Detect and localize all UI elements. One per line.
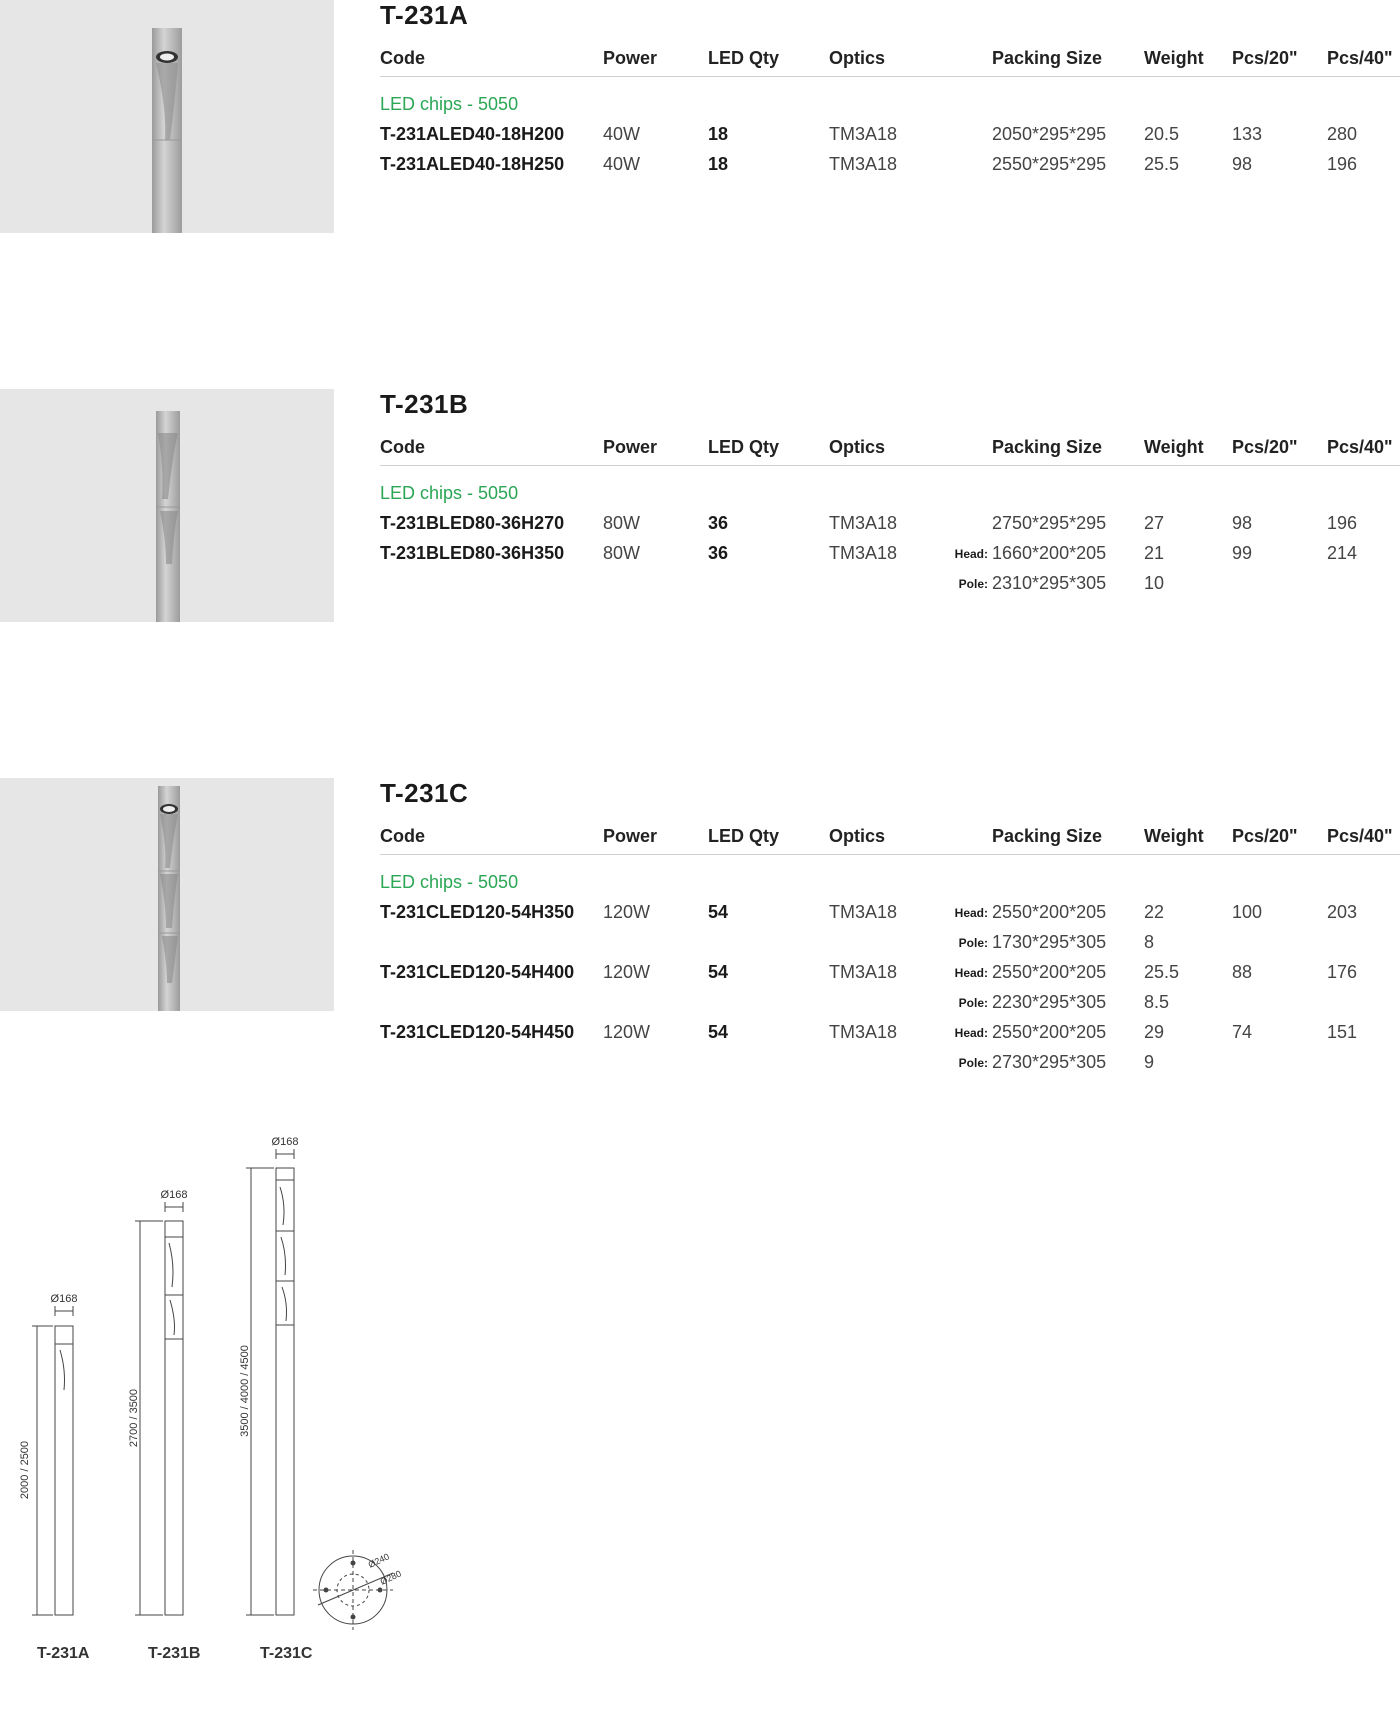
header-packing-size: Packing Size bbox=[992, 48, 1103, 68]
cell-power: 120W bbox=[603, 1022, 651, 1042]
header-optics: Optics bbox=[829, 48, 886, 68]
section-title: T-231A bbox=[380, 0, 469, 30]
table-header bbox=[380, 824, 1400, 855]
cell-optics: TM3A18 bbox=[829, 543, 898, 563]
base-inner-diameter: Ø240 bbox=[366, 1551, 391, 1570]
header-pcs40: Pcs/40" bbox=[1327, 48, 1393, 68]
header-led-qty: LED Qty bbox=[708, 48, 780, 68]
cell-power: 40W bbox=[603, 154, 641, 174]
table-row bbox=[380, 902, 1400, 932]
cell-packing-size: 2750*295*295 bbox=[992, 513, 1107, 533]
header-packing-size: Packing Size bbox=[992, 437, 1103, 457]
cell-pcs20: 98 bbox=[1232, 513, 1253, 533]
cell-code: T-231BLED80-36H270 bbox=[380, 513, 565, 533]
header-led-qty: LED Qty bbox=[708, 437, 780, 457]
header-power: Power bbox=[603, 48, 658, 68]
cell-weight: 27 bbox=[1144, 513, 1165, 533]
header-weight: Weight bbox=[1144, 48, 1204, 68]
cell-power: 80W bbox=[603, 543, 641, 563]
table-row bbox=[380, 1052, 1400, 1082]
drawing-label-t231c: T-231C bbox=[260, 1645, 313, 1662]
cell-pcs20: 100 bbox=[1232, 902, 1263, 922]
led-chip-note: LED chips - 5050 bbox=[380, 872, 519, 892]
header-pcs20: Pcs/20" bbox=[1232, 826, 1298, 846]
height-label-a: 2000 / 2500 bbox=[19, 1440, 31, 1500]
header-optics: Optics bbox=[829, 826, 886, 846]
cell-led-qty: 36 bbox=[708, 543, 729, 563]
cell-packing-size: 2730*295*305 bbox=[992, 1052, 1107, 1072]
cell-optics: TM3A18 bbox=[829, 154, 898, 174]
cell-packing-size: 2550*200*205 bbox=[992, 902, 1107, 922]
height-label-c: 3500 / 4000 / 4500 bbox=[239, 1345, 251, 1437]
header-weight: Weight bbox=[1144, 826, 1204, 846]
drawing-label-t231a: T-231A bbox=[37, 1645, 90, 1662]
header-packing-size: Packing Size bbox=[992, 826, 1103, 846]
cell-weight: 10 bbox=[1144, 573, 1165, 593]
table-row bbox=[380, 932, 1400, 962]
led-chip-note: LED chips - 5050 bbox=[380, 94, 519, 114]
cell-optics: TM3A18 bbox=[829, 124, 898, 144]
cell-weight: 25.5 bbox=[1144, 154, 1180, 174]
cell-pcs40: 196 bbox=[1327, 154, 1358, 174]
cell-pack-label: Pole: bbox=[958, 996, 988, 1010]
header-pcs20: Pcs/20" bbox=[1232, 48, 1298, 68]
diameter-label-b: Ø168 bbox=[160, 1189, 188, 1201]
cell-code: T-231CLED120-54H400 bbox=[380, 962, 575, 982]
product-photo-t231c bbox=[0, 778, 334, 1011]
cell-pcs40: 196 bbox=[1327, 513, 1358, 533]
diameter-label-c: Ø168 bbox=[271, 1136, 299, 1148]
cell-pcs20: 88 bbox=[1232, 962, 1253, 982]
header-pcs40: Pcs/40" bbox=[1327, 437, 1393, 457]
header-pcs20: Pcs/20" bbox=[1232, 437, 1298, 457]
table-row bbox=[380, 992, 1400, 1022]
cell-pcs20: 133 bbox=[1232, 124, 1263, 144]
cell-packing-size: 2230*295*305 bbox=[992, 992, 1107, 1012]
cell-code: T-231ALED40-18H250 bbox=[380, 154, 565, 174]
cell-pcs20: 74 bbox=[1232, 1022, 1253, 1042]
height-label-b: 2700 / 3500 bbox=[128, 1388, 140, 1448]
cell-pcs20: 99 bbox=[1232, 543, 1253, 563]
cell-weight: 8 bbox=[1144, 932, 1155, 952]
cell-packing-size: 2550*200*205 bbox=[992, 962, 1107, 982]
cell-power: 120W bbox=[603, 902, 651, 922]
cell-pcs40: 176 bbox=[1327, 962, 1358, 982]
base-outer-diameter: Ø280 bbox=[378, 1568, 403, 1587]
header-power: Power bbox=[603, 437, 658, 457]
cell-code: T-231BLED80-36H350 bbox=[380, 543, 565, 563]
cell-weight: 29 bbox=[1144, 1022, 1165, 1042]
header-weight: Weight bbox=[1144, 437, 1204, 457]
cell-packing-size: 1730*295*305 bbox=[992, 932, 1107, 952]
cell-pcs20: 98 bbox=[1232, 154, 1253, 174]
header-optics: Optics bbox=[829, 437, 886, 457]
table-row bbox=[380, 573, 1400, 603]
cell-packing-size: 2550*295*295 bbox=[992, 154, 1107, 174]
diameter-label-a: Ø168 bbox=[50, 1293, 78, 1305]
cell-pcs40: 151 bbox=[1327, 1022, 1358, 1042]
led-chip-note: LED chips - 5050 bbox=[380, 483, 519, 503]
cell-weight: 22 bbox=[1144, 902, 1165, 922]
cell-packing-size: 2310*295*305 bbox=[992, 573, 1107, 593]
cell-packing-size: 1660*200*205 bbox=[992, 543, 1107, 563]
cell-pack-label: Pole: bbox=[958, 936, 988, 950]
header-led-qty: LED Qty bbox=[708, 826, 780, 846]
header-pcs40: Pcs/40" bbox=[1327, 826, 1393, 846]
table-header bbox=[380, 46, 1400, 77]
table-row bbox=[380, 513, 1400, 543]
cell-pack-label: Head: bbox=[954, 966, 988, 980]
header-code: Code bbox=[380, 826, 425, 846]
table-header bbox=[380, 435, 1400, 466]
cell-led-qty: 54 bbox=[708, 902, 729, 922]
cell-pcs40: 214 bbox=[1327, 543, 1358, 563]
technical-drawing bbox=[0, 1125, 450, 1708]
cell-power: 80W bbox=[603, 513, 641, 533]
cell-packing-size: 2050*295*295 bbox=[992, 124, 1107, 144]
section-title: T-231C bbox=[380, 778, 469, 808]
cell-pack-label: Pole: bbox=[958, 577, 988, 591]
cell-power: 120W bbox=[603, 962, 651, 982]
cell-optics: TM3A18 bbox=[829, 513, 898, 533]
cell-optics: TM3A18 bbox=[829, 962, 898, 982]
table-row bbox=[380, 124, 1400, 154]
table-row bbox=[380, 154, 1400, 184]
cell-pack-label: Pole: bbox=[958, 1056, 988, 1070]
cell-power: 40W bbox=[603, 124, 641, 144]
dimension-drawing bbox=[0, 1125, 450, 1708]
cell-led-qty: 18 bbox=[708, 154, 729, 174]
cell-pack-label: Head: bbox=[954, 547, 988, 561]
header-power: Power bbox=[603, 826, 658, 846]
cell-led-qty: 54 bbox=[708, 1022, 729, 1042]
cell-packing-size: 2550*200*205 bbox=[992, 1022, 1107, 1042]
cell-pcs40: 280 bbox=[1327, 124, 1358, 144]
cell-code: T-231CLED120-54H450 bbox=[380, 1022, 575, 1042]
cell-led-qty: 54 bbox=[708, 962, 729, 982]
section-t231c bbox=[0, 778, 1400, 1078]
cell-optics: TM3A18 bbox=[829, 902, 898, 922]
header-code: Code bbox=[380, 48, 425, 68]
cell-weight: 8.5 bbox=[1144, 992, 1170, 1012]
cell-code: T-231CLED120-54H350 bbox=[380, 902, 575, 922]
cell-led-qty: 18 bbox=[708, 124, 729, 144]
section-t231b bbox=[0, 389, 1400, 629]
table-row bbox=[380, 1022, 1400, 1052]
table-row bbox=[380, 962, 1400, 992]
cell-pcs40: 203 bbox=[1327, 902, 1358, 922]
table-row bbox=[380, 543, 1400, 573]
cell-weight: 25.5 bbox=[1144, 962, 1180, 982]
product-photo-t231a bbox=[0, 0, 334, 233]
product-photo-t231b bbox=[0, 389, 334, 622]
cell-led-qty: 36 bbox=[708, 513, 729, 533]
cell-weight: 9 bbox=[1144, 1052, 1155, 1072]
cell-optics: TM3A18 bbox=[829, 1022, 898, 1042]
header-code: Code bbox=[380, 437, 425, 457]
drawing-label-t231b: T-231B bbox=[148, 1645, 201, 1662]
section-t231a bbox=[0, 0, 1400, 240]
cell-code: T-231ALED40-18H200 bbox=[380, 124, 565, 144]
section-title: T-231B bbox=[380, 389, 469, 419]
cell-weight: 20.5 bbox=[1144, 124, 1180, 144]
cell-pack-label: Head: bbox=[954, 906, 988, 920]
cell-pack-label: Head: bbox=[954, 1026, 988, 1040]
cell-weight: 21 bbox=[1144, 543, 1165, 563]
